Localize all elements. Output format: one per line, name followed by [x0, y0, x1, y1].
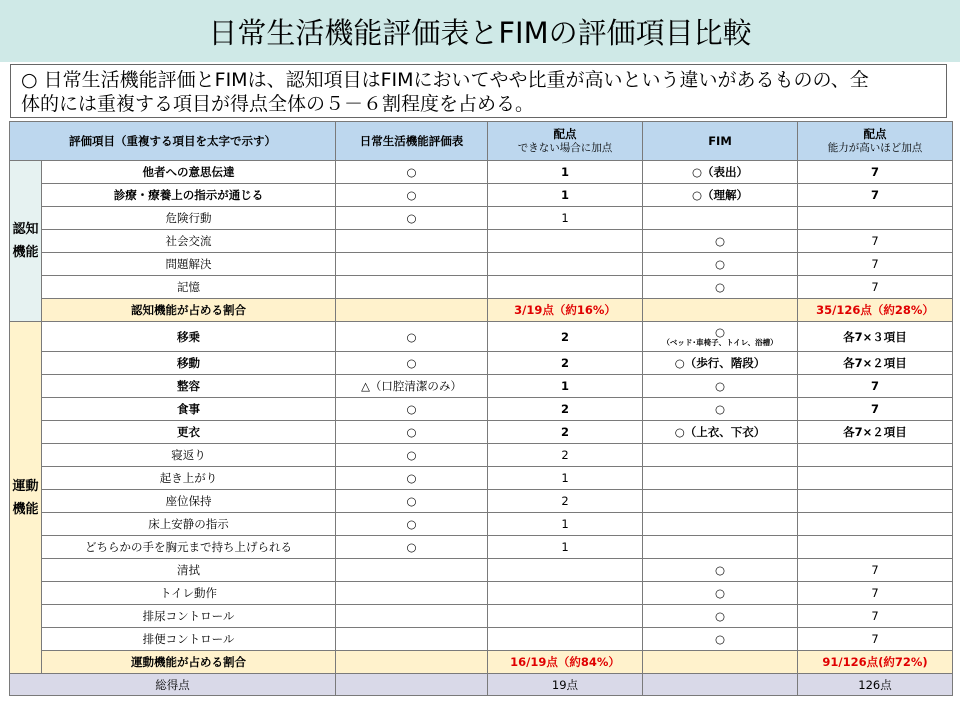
cell-daily: ○: [336, 161, 488, 184]
cell-daily: ○: [336, 184, 488, 207]
table-row: [10, 398, 953, 421]
summary-line-2: 体的には重複する項目が得点全体の５－６割程度を占める。: [21, 93, 535, 115]
cell-p2: 7: [798, 398, 953, 421]
total-empty: [336, 674, 488, 696]
cell-p1: [488, 253, 643, 276]
cell-item: 移動: [42, 352, 336, 375]
cell-p2: [798, 467, 953, 490]
subtotal-p1: 3/19点（約16%）: [488, 299, 643, 322]
table-row: [10, 352, 953, 375]
cell-daily: ○: [336, 398, 488, 421]
cell-p1: 1: [488, 375, 643, 398]
subtotal-p1: 16/19点（約84%）: [488, 651, 643, 674]
cell-item: 社会交流: [42, 230, 336, 253]
table-row: [10, 513, 953, 536]
cell-p1: [488, 276, 643, 299]
cell-fim: ○（上衣、下衣）: [643, 421, 798, 444]
cell-p1: 2: [488, 490, 643, 513]
comparison-table: [9, 121, 953, 696]
cell-daily: ○: [336, 536, 488, 559]
cell-daily: ○: [336, 421, 488, 444]
header-daily: 日常生活機能評価表: [336, 122, 488, 161]
cell-p1: 1: [488, 467, 643, 490]
cell-p1: 2: [488, 421, 643, 444]
cell-p1: [488, 230, 643, 253]
cell-p2: [798, 536, 953, 559]
bullet-icon: ○: [21, 69, 38, 91]
cell-daily: [336, 628, 488, 651]
cell-p2: [798, 490, 953, 513]
cell-p1: [488, 605, 643, 628]
cell-daily: [336, 276, 488, 299]
cell-item: 排便コントロール: [42, 628, 336, 651]
cell-item: 診療・療養上の指示が通じる: [42, 184, 336, 207]
cell-fim: ○（理解）: [643, 184, 798, 207]
cell-item: 更衣: [42, 421, 336, 444]
cell-daily: [336, 253, 488, 276]
cell-fim: ○: [643, 605, 798, 628]
cell-fim: ○（表出）: [643, 161, 798, 184]
cell-daily: ○: [336, 467, 488, 490]
table-row: [10, 322, 953, 352]
subtotal-label: 運動機能が占める割合: [42, 651, 336, 674]
table-row: [10, 467, 953, 490]
total-p1: 19点: [488, 674, 643, 696]
table-row: [10, 161, 953, 184]
cell-p2: [798, 444, 953, 467]
cell-item: 座位保持: [42, 490, 336, 513]
table-row: [10, 559, 953, 582]
cell-daily: ○: [336, 490, 488, 513]
header-item: 評価項目（重複する項目を太字で示す）: [10, 122, 336, 161]
summary-box: [10, 64, 947, 118]
header-fim: FIM: [643, 122, 798, 161]
table-row: [10, 253, 953, 276]
cell-daily: ○: [336, 207, 488, 230]
cell-p1: 1: [488, 207, 643, 230]
cell-p2: 7: [798, 375, 953, 398]
cell-fim: [643, 490, 798, 513]
table-row: [10, 490, 953, 513]
cell-p2: 7: [798, 559, 953, 582]
cell-daily: ○: [336, 322, 488, 352]
cell-daily: △（口腔清潔のみ）: [336, 375, 488, 398]
subtotal-label: 認知機能が占める割合: [42, 299, 336, 322]
cell-fim: ○: [643, 628, 798, 651]
table-row: [10, 207, 953, 230]
cell-p2: [798, 207, 953, 230]
cell-item: 起き上がり: [42, 467, 336, 490]
cell-p2: 各7×２項目: [798, 352, 953, 375]
cell-item: 寝返り: [42, 444, 336, 467]
total-p2: 126点: [798, 674, 953, 696]
cell-p2: [798, 513, 953, 536]
cell-item: 食事: [42, 398, 336, 421]
cell-p2: 7: [798, 184, 953, 207]
cell-item: 排尿コントロール: [42, 605, 336, 628]
cell-p2: 7: [798, 253, 953, 276]
cell-item: 問題解決: [42, 253, 336, 276]
cell-item: 他者への意思伝達: [42, 161, 336, 184]
summary-line-1: ○ 日常生活機能評価とFIMは、認知項目はFIMにおいてやや比重が高いという違いがあるものの、全: [21, 69, 869, 91]
cell-item: 床上安静の指示: [42, 513, 336, 536]
cell-p1: 2: [488, 398, 643, 421]
cell-p1: 2: [488, 352, 643, 375]
cell-p2: 各7×２項目: [798, 421, 953, 444]
cell-p1: [488, 628, 643, 651]
table-row: [10, 184, 953, 207]
cell-fim: ○: [643, 559, 798, 582]
table-row: [10, 230, 953, 253]
table-row: [10, 605, 953, 628]
total-label: 総得点: [10, 674, 336, 696]
cell-fim: ○: [643, 253, 798, 276]
cell-fim: ○: [643, 230, 798, 253]
page-title: 日常生活機能評価表とFIMの評価項目比較: [0, 0, 960, 62]
cell-fim: [643, 467, 798, 490]
cell-p2: 各7×３項目: [798, 322, 953, 352]
cell-p1: 1: [488, 161, 643, 184]
cell-fim: ○ （ベッド･車椅子、トイレ、浴槽）: [643, 322, 798, 352]
cell-item: トイレ動作: [42, 582, 336, 605]
cell-p1: 1: [488, 184, 643, 207]
cell-fim: [643, 207, 798, 230]
cell-item: 危険行動: [42, 207, 336, 230]
cell-p2: 7: [798, 582, 953, 605]
cell-p1: 1: [488, 536, 643, 559]
cell-p1: 2: [488, 322, 643, 352]
table-header-row: [10, 122, 953, 161]
total-empty: [643, 674, 798, 696]
cell-p2: 7: [798, 230, 953, 253]
cell-daily: ○: [336, 444, 488, 467]
cell-p1: 1: [488, 513, 643, 536]
cell-p1: [488, 559, 643, 582]
subtotal-empty: [643, 651, 798, 674]
cell-daily: [336, 582, 488, 605]
table-row: [10, 536, 953, 559]
cell-daily: ○: [336, 513, 488, 536]
subtotal-row: [10, 299, 953, 322]
header-points-fim: 配点 能力が高いほど加点: [798, 122, 953, 161]
cell-fim: ○: [643, 276, 798, 299]
cell-p1: [488, 582, 643, 605]
cell-daily: [336, 605, 488, 628]
cell-fim: ○: [643, 398, 798, 421]
cell-daily: [336, 559, 488, 582]
cell-p2: 7: [798, 276, 953, 299]
cell-p1: 2: [488, 444, 643, 467]
cell-item: 記憶: [42, 276, 336, 299]
cell-p2: 7: [798, 628, 953, 651]
cell-fim: ○: [643, 375, 798, 398]
cell-daily: ○: [336, 352, 488, 375]
table-row: [10, 276, 953, 299]
category-cognitive: 認知機能: [10, 161, 42, 322]
total-row: [10, 674, 953, 696]
cell-fim: [643, 513, 798, 536]
subtotal-p2: 91/126点(約72%): [798, 651, 953, 674]
table-row: [10, 444, 953, 467]
subtotal-empty: [336, 299, 488, 322]
cell-fim: ○（歩行、階段）: [643, 352, 798, 375]
cell-fim: [643, 444, 798, 467]
cell-fim: ○: [643, 582, 798, 605]
cell-p2: 7: [798, 605, 953, 628]
table-row: [10, 375, 953, 398]
cell-fim: [643, 536, 798, 559]
table-row: [10, 628, 953, 651]
cell-item: どちらかの手を胸元まで持ち上げられる: [42, 536, 336, 559]
category-motor: 運動機能: [10, 322, 42, 674]
cell-daily: [336, 230, 488, 253]
subtotal-empty: [643, 299, 798, 322]
cell-item: 整容: [42, 375, 336, 398]
table-row: [10, 582, 953, 605]
subtotal-row: [10, 651, 953, 674]
table-row: [10, 421, 953, 444]
cell-item: 清拭: [42, 559, 336, 582]
cell-p2: 7: [798, 161, 953, 184]
cell-item: 移乗: [42, 322, 336, 352]
header-points-daily: 配点 できない場合に加点: [488, 122, 643, 161]
subtotal-empty: [336, 651, 488, 674]
subtotal-p2: 35/126点（約28%）: [798, 299, 953, 322]
